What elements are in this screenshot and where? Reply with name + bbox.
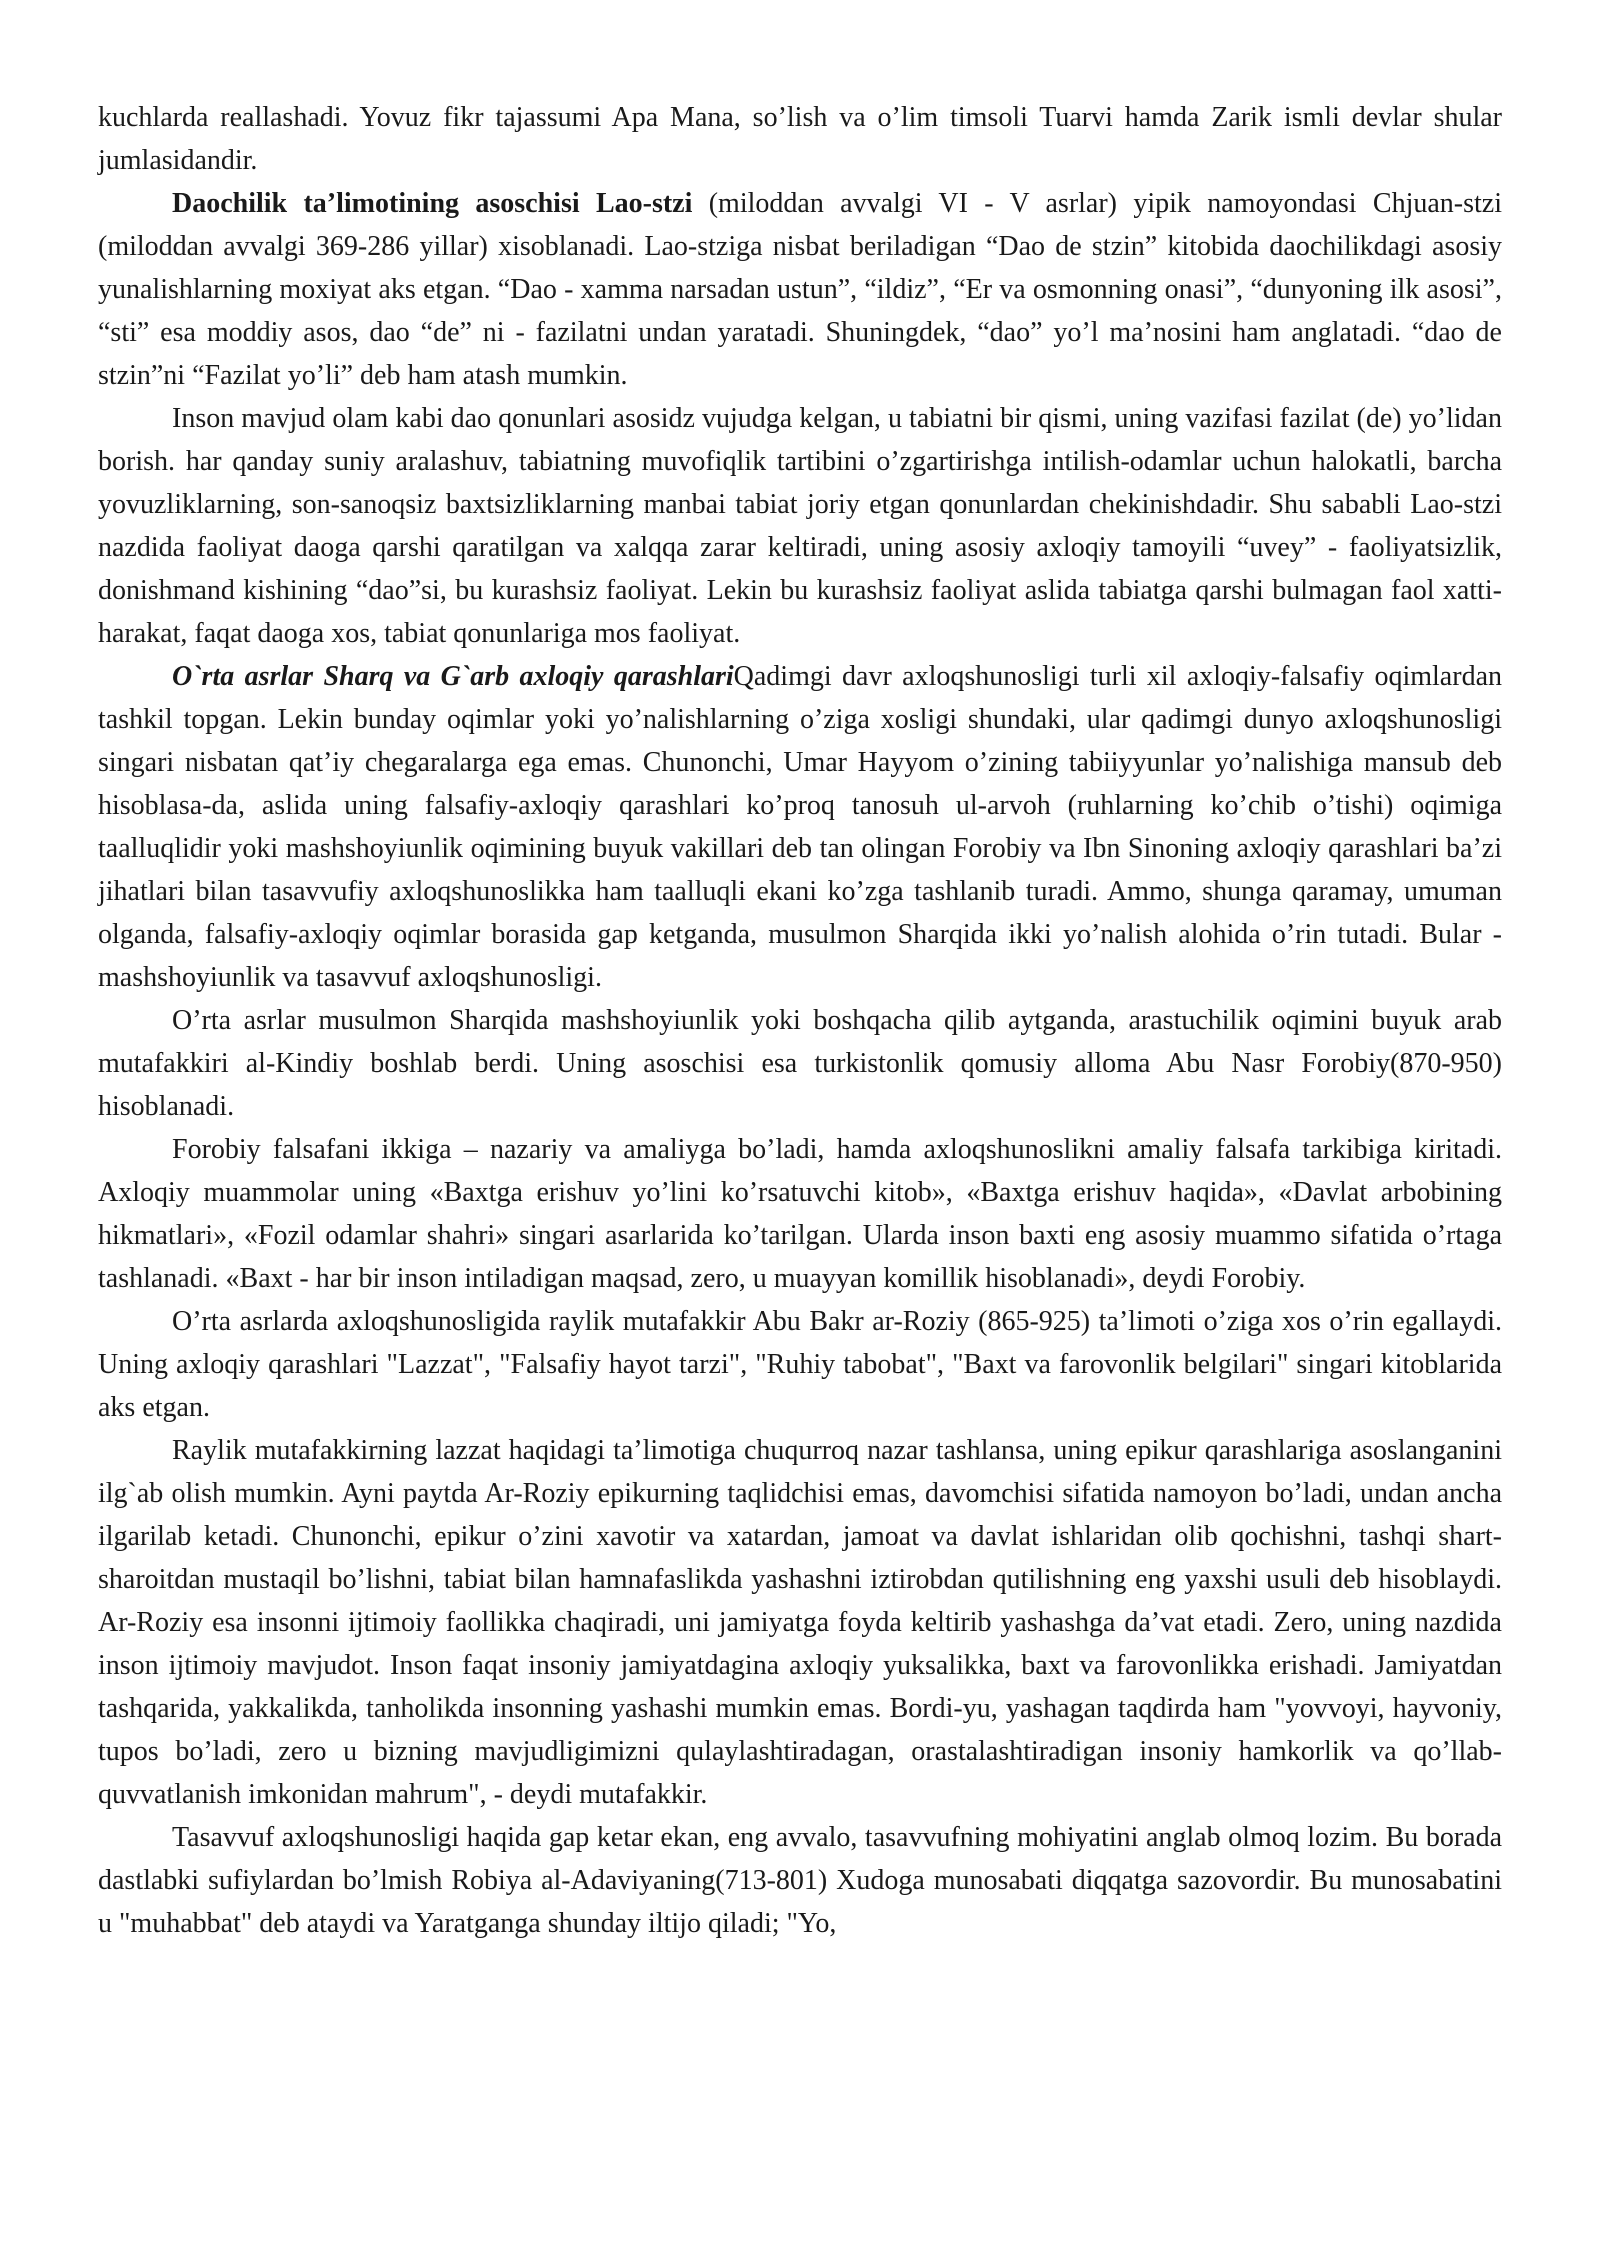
paragraph-6	[98, 1128, 1502, 1300]
paragraph-7	[98, 1300, 1502, 1429]
paragraph-3	[98, 397, 1502, 655]
paragraph-text: Raylik mutafakkirning lazzat haqidagi ta’limotiga chuqurroq nazar tashlansa, uning epikur qarashlariga asoslanganini ilg`ab olish mumkin. Ayni paytda Ar-Roziy epikurning taqlidchisi emas, davomchisi sifatida namoyon bo’ladi, undan ancha ilgarilab ketadi. Chunonchi, epikur o’zini xavotir va xatardan, jamoat va davlat ishlaridan olib qochishni, tashqi shart-sharoitdan mustaqil bo’lishni, tabiat bilan hamnafaslikda yashashni iztirobdan qutilishning eng yaxshi usuli deb hisoblaydi. Ar-Roziy esa insonni ijtimoiy faollikka chaqiradi, uni jamiyatga foyda keltirib yashashga da’vat etadi. Zero, uning nazdida inson ijtimoiy mavjudot. Inson faqat insoniy jamiyatdagina axloqiy yuksalikka, baxt va farovonlikka erishadi. Jamiyatdan tashqarida, yakkalikda, tanholikda insonning yashashi mumkin emas. Bordi-yu, yashagan taqdirda ham "yovvoyi, hayvoniy, tupos bo’ladi, zero u bizning mavjudligimizni qulaylashtiradagan, orastalashtiradigan insoniy hamkorlik va qo’llab-quvvatlanish imkonidan mahrum", - deydi mutafakkir.	[98, 1435, 1502, 1810]
paragraph-text: (miloddan avvalgi VI - V asrlar) yipik namoyondasi Chjuan-stzi (miloddan avvalgi 369-286 yillar) xisoblanadi. Lao-stziga nisbat beriladigan “Dao de stzin” kitobida daochilikdagi asosiy yunalishlarning moxiyat aks etgan. “Dao - xamma narsadan ustun”, “ildiz”, “Er va osmonning onasi”, “dunyoning ilk asosi”, “sti” esa moddiy asos, dao “de” ni - fazilatni undan yaratadi. Shuningdek, “dao” yo’l ma’nosini ham anglatadi. “dao de stzin”ni “Fazilat yo’li” deb ham atash mumkin.	[98, 188, 1502, 391]
paragraph-text: kuchlarda reallashadi. Yovuz fikr tajassumi Apa Mana, so’lish va o’lim timsoli Tuarvi hamda Zarik ismli devlar shular jumlasidandir.	[98, 102, 1502, 176]
paragraph-4	[98, 655, 1502, 999]
paragraph-1	[98, 96, 1502, 182]
paragraph-text: Inson mavjud olam kabi dao qonunlari asosidz vujudga kelgan, u tabiatni bir qismi, uning vazifasi fazilat (de) yo’lidan borish. har qanday suniy aralashuv, tabiatning muvofiqlik tartibini o’zgartirishga intilish-odamlar uchun halokatli, barcha yovuzliklarning, son-sanoqsiz baxtsizliklarning manbai tabiat joriy etgan qonunlardan chekinishdadir. Shu sababli Lao-stzi nazdida faoliyat daoga qarshi qaratilgan va xalqqa zarar keltiradi, uning asosiy axloqiy tamoyili “uvey” - faoliyatsizlik, donishmand kishining “dao”si, bu kurashsiz faoliyat. Lekin bu kurashsiz faoliyat aslida tabiatga qarshi bulmagan faol xatti-harakat, faqat daoga xos, tabiat qonunlariga mos faoliyat.	[98, 403, 1502, 649]
document-page	[98, 96, 1502, 1945]
inline-heading-orta-asrlar: O`rta asrlar Sharq va G`arb axloqiy qarashlari	[172, 661, 734, 692]
paragraph-8	[98, 1429, 1502, 1816]
paragraph-9	[98, 1816, 1502, 1945]
paragraph-text: Qadimgi davr axloqshunosligi turli xil axloqiy-falsafiy oqimlardan tashkil topgan. Lekin bunday oqimlar yoki yo’nalishlarning o’ziga xosligi shundaki, ular qadimgi dunyo axloqshunosligi singari nisbatan qat’iy chegaralarga ega emas. Chunonchi, Umar Hayyom o’zining tabiiyyunlar yo’nalishiga mansub deb hisoblasa-da, aslida uning falsafiy-axloqiy qarashlari ko’proq tanosuh ul-arvoh (ruhlarning ko’chib o’tishi) oqimiga taalluqlidir yoki mashshoyiunlik oqimining buyuk vakillari deb tan olingan Forobiy va Ibn Sinoning axloqiy qarashlari ba’zi jihatlari bilan tasavvufiy axloqshunoslikka ham taalluqli ekani ko’zga tashlanib turadi. Ammo, shunga qaramay, umuman olganda, falsafiy-axloqiy oqimlar borasida gap ketganda, musulmon Sharqida ikki yo’nalish alohida o’rin tutadi. Bular - mashshoyiunlik va tasavvuf axloqshunosligi.	[98, 661, 1502, 993]
paragraph-text: O’rta asrlarda axloqshunosligida raylik mutafakkir Abu Bakr ar-Roziy (865-925) ta’limoti o’ziga xos o’rin egallaydi. Uning axloqiy qarashlari "Lazzat", "Falsafiy hayot tarzi", "Ruhiy tabobat", "Baxt va farovonlik belgilari" singari kitoblarida aks etgan.	[98, 1306, 1502, 1423]
paragraph-5	[98, 999, 1502, 1128]
inline-heading-daochilik: Daochilik ta’limotining asoschisi Lao-stzi	[172, 188, 693, 219]
paragraph-text: Tasavvuf axloqshunosligi haqida gap ketar ekan, eng avvalo, tasavvufning mohiyatini anglab olmoq lozim. Bu borada dastlabki sufiylardan bo’lmish Robiya al-Adaviyaning(713-801) Xudoga munosabati diqqatga sazovordir. Bu munosabatini u "muhabbat" deb ataydi va Yaratganga shunday iltijo qiladi; "Yo,	[98, 1822, 1502, 1939]
paragraph-2	[98, 182, 1502, 397]
paragraph-text: O’rta asrlar musulmon Sharqida mashshoyiunlik yoki boshqacha qilib aytganda, arastuchilik oqimini buyuk arab mutafakkiri al-Kindiy boshlab berdi. Uning asoschisi esa turkistonlik qomusiy alloma Abu Nasr Forobiy(870-950) hisoblanadi.	[98, 1005, 1502, 1122]
paragraph-text: Forobiy falsafani ikkiga – nazariy va amaliyga bo’ladi, hamda axloqshunoslikni amaliy falsafa tarkibiga kiritadi. Axloqiy muammolar uning «Baxtga erishuv yo’lini ko’rsatuvchi kitob», «Baxtga erishuv haqida», «Davlat arbobining hikmatlari», «Fozil odamlar shahri» singari asarlarida ko’tarilgan. Ularda inson baxti eng asosiy muammo sifatida o’rtaga tashlanadi. «Baxt - har bir inson intiladigan maqsad, zero, u muayyan komillik hisoblanadi», deydi Forobiy.	[98, 1134, 1502, 1294]
